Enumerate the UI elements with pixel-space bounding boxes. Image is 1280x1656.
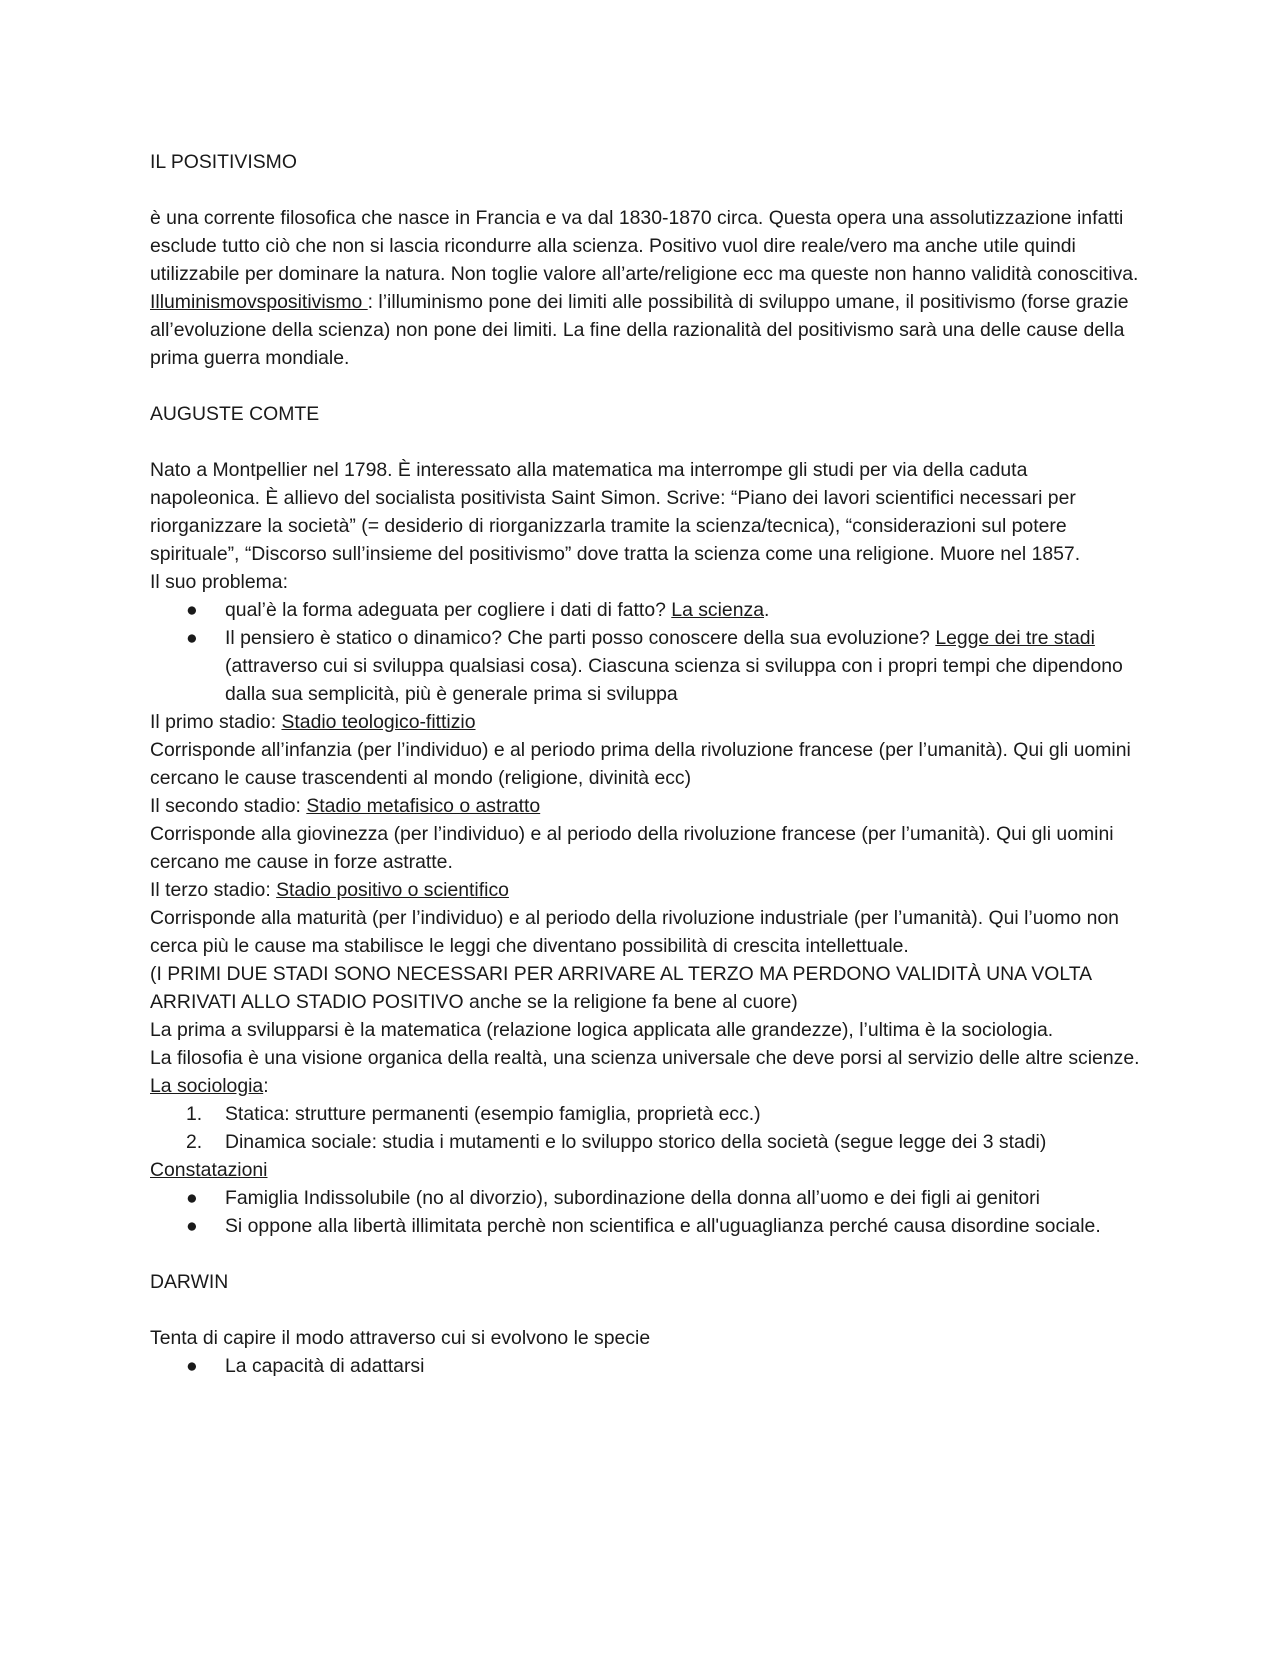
sciences-order: La prima a svilupparsi è la matematica (relazione logica applicata alle grandezze), l’ultima è la sociologia. [150, 1019, 1054, 1041]
paragraph-positivismo-intro: è una corrente filosofica che nasce in Francia e va dal 1830-1870 circa. Questa opera una assolutizzazione infatti esclude tutto ciò che non si lascia ricondurre alla scienza. Positivo vuol dire reale/vero ma anche utile quindi utilizzabile per dominare la natura. Non toglie valore all’arte/religione ecc ma queste non hanno validità conoscitiva. [150, 207, 1139, 285]
list-item: ● La capacità di adattarsi [150, 1352, 1140, 1380]
stage-3-name: Stadio positivo o scientifico [276, 879, 509, 901]
stage-1-name: Stadio teologico-fittizio [281, 711, 476, 733]
list-item: 2. Dinamica sociale: studia i mutamenti e lo sviluppo storico della società (segue legge dei 3 stadi) [150, 1128, 1140, 1156]
paragraph-comte-bio: Nato a Montpellier nel 1798. È interessato alla matematica ma interrompe gli studi per via della caduta napoleonica. È allievo del socialista positivista Saint Simon. Scrive: “Piano dei lavori scientifici necessari per riorganizzare la società” (= desiderio di riorganizzarla tramite la scienza/tecnica), “considerazioni sul potere spirituale”, “Discorso sull’insieme del positivismo” dove tratta la scienza come una religione. Muore nel 1857. [150, 459, 1081, 565]
document-page [150, 148, 1140, 1380]
stage-2-description: Corrisponde alla giovinezza (per l’individuo) e al periodo della rivoluzione francese (per l’umanità). Qui gli uomini cercano me cause in forze astratte. [150, 823, 1114, 873]
underlined-term: Legge dei tre stadi [935, 627, 1095, 649]
philosophy-definition: La filosofia è una visione organica della realtà, una scienza universale che deve porsi al servizio delle altre scienze. [150, 1047, 1140, 1069]
paragraph-darwin-intro: Tenta di capire il modo attraverso cui si evolvono le specie [150, 1327, 651, 1349]
sociology-list [150, 1100, 1140, 1156]
stage-3-heading: Il terzo stadio: Stadio positivo o scientifico [150, 879, 509, 901]
stage-1-heading: Il primo stadio: Stadio teologico-fittizio [150, 711, 476, 733]
list-item: ● Si oppone alla libertà illimitata perchè non scientifica e all'uguaglianza perché causa disordine sociale. [150, 1212, 1140, 1240]
darwin-list [150, 1352, 1140, 1380]
constatazioni-list [150, 1184, 1140, 1240]
constatazioni-label: Constatazioni [150, 1159, 268, 1181]
comparison-text: : l’illuminismo pone dei limiti alle possibilità di sviluppo umane, il positivismo (forse grazie all’evoluzione della scienza) non pone dei limiti. La fine della razionalità del positivismo sarà una delle cause della prima guerra mondiale. [150, 291, 1129, 369]
section-heading-darwin: DARWIN [150, 1271, 229, 1293]
underlined-term: La scienza [671, 599, 764, 621]
list-number: 1. [186, 1103, 203, 1125]
list-item: ● Famiglia Indissolubile (no al divorzio), subordinazione della donna all’uomo e dei figli ai genitori [150, 1184, 1140, 1212]
section-heading-comte: AUGUSTE COMTE [150, 403, 320, 425]
stage-1-description: Corrisponde all’infanzia (per l’individuo) e al periodo prima della rivoluzione francese (per l’umanità). Qui gli uomini cercano le cause trascendenti al mondo (religione, divinità ecc) [150, 739, 1131, 789]
stage-2-name: Stadio metafisico o astratto [306, 795, 541, 817]
stage-2-heading: Il secondo stadio: Stadio metafisico o astratto [150, 795, 541, 817]
problem-label: Il suo problema: [150, 571, 288, 593]
section-heading-positivismo: IL POSITIVISMO [150, 151, 297, 173]
problem-list [150, 596, 1140, 708]
list-item: 1. Statica: strutture permanenti (esempio famiglia, proprietà ecc.) [150, 1100, 1140, 1128]
list-item: ● qual’è la forma adeguata per cogliere i dati di fatto? La scienza. [150, 596, 1140, 624]
sociology-label: La sociologia: [150, 1075, 269, 1097]
paragraph-comparison [150, 288, 1140, 372]
list-number: 2. [186, 1131, 203, 1153]
comparison-label: Illuminismovspositivismo [150, 291, 368, 313]
stage-3-description: Corrisponde alla maturità (per l’individuo) e al periodo della rivoluzione industriale (per l’umanità). Qui l’uomo non cerca più le cause ma stabilisce le leggi che diventano possibilità di crescita intellettuale. [150, 907, 1119, 957]
bullet-icon: ● [186, 627, 198, 649]
bullet-icon: ● [186, 1215, 198, 1237]
bullet-icon: ● [186, 1187, 198, 1209]
list-item: ● Il pensiero è statico o dinamico? Che parti posso conoscere della sua evoluzione? Legge dei tre stadi (attraverso cui si sviluppa qualsiasi cosa). Ciascuna scienza si sviluppa con i propri tempi che dipendono dalla sua semplicità, più è generale prima si sviluppa [150, 624, 1140, 708]
stages-note: (I PRIMI DUE STADI SONO NECESSARI PER ARRIVARE AL TERZO MA PERDONO VALIDITÀ UNA VOLTA ARRIVATI ALLO STADIO POSITIVO anche se la religione fa bene al cuore) [150, 963, 1091, 1013]
bullet-icon: ● [186, 1355, 198, 1377]
bullet-icon: ● [186, 599, 198, 621]
